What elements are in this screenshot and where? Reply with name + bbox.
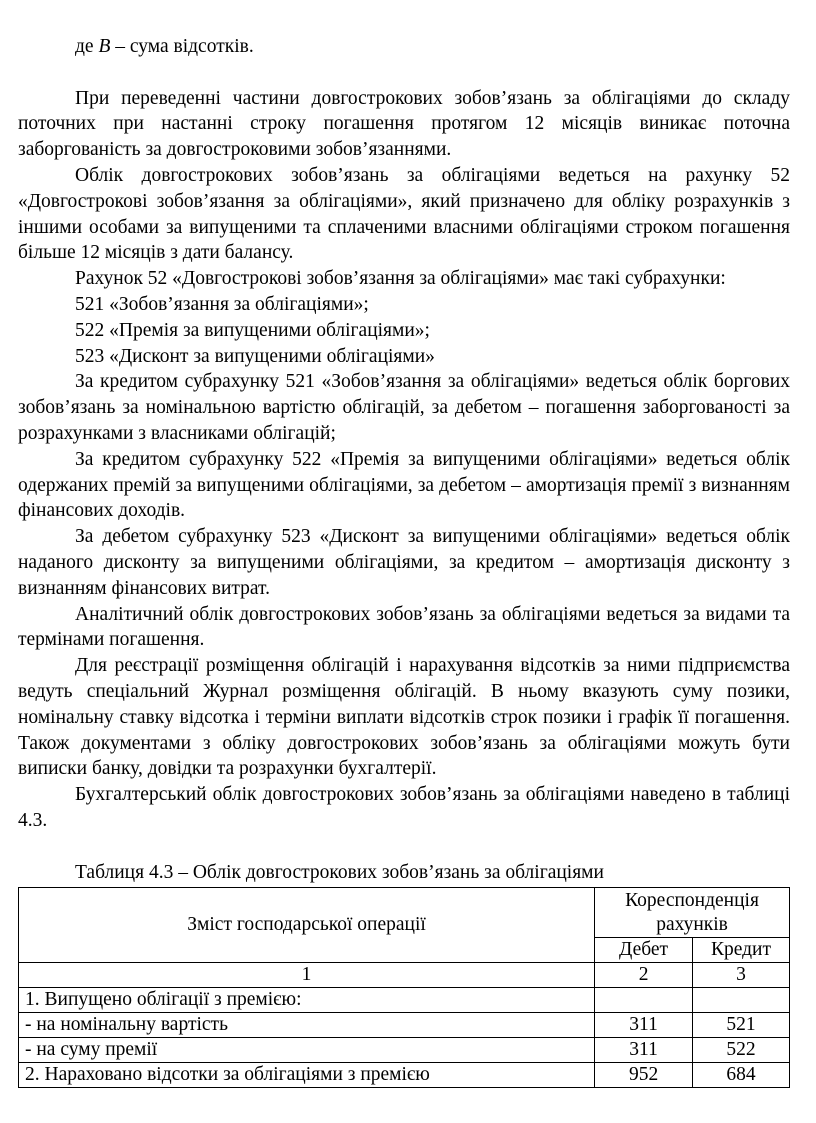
table-row (19, 1063, 790, 1088)
paragraph: Облік довгострокових зобов’язань за облігаціями ведеться на рахунку 52 «Довгострокові зобов’язання за облігаціями», який призначено для обліку розрахунків з іншими особами за випущеними та сплаченими власними облігаціями строком погашення більше 12 місяців з дати балансу. (18, 164, 790, 264)
table-row (19, 1013, 790, 1038)
debit-cell: 952 (595, 1063, 693, 1088)
accounting-table (18, 887, 790, 1088)
paragraph: Бухгалтерський облік довгострокових зобов’язань за облігаціями наведено в таблиці 4.3. (18, 784, 790, 831)
list-item: 522 «Премія за випущеними облігаціями»; (75, 319, 430, 341)
operation-cell: 1. Випущено облігації з премією: (19, 988, 595, 1013)
debit-cell (595, 988, 693, 1013)
credit-cell: 684 (693, 1063, 790, 1088)
text-fragment: де (75, 36, 99, 57)
header-credit: Кредит (693, 938, 790, 963)
paragraph: Рахунок 52 «Довгострокові зобов’язання за облігаціями» має такі субрахунки: (75, 268, 726, 290)
document-page (18, 34, 790, 1088)
list-item: 523 «Дисконт за випущеними облігаціями» (75, 345, 435, 367)
column-number: 2 (595, 963, 693, 988)
paragraph: Для реєстрації розміщення облігацій і нарахування відсотків за ними підприємства ведуть спеціальний Журнал розміщення облігацій. В ньому вказують суму позики, номінальну ставку відсотка і терміни виплати відсотків строк позики і графік її погашення. Також документами з обліку довгострокових зобов’язань за облігаціями можуть бути виписки банку, довідки та розрахунки бухгалтерії. (18, 655, 790, 780)
credit-cell: 522 (693, 1038, 790, 1063)
formula-variable: B (98, 36, 111, 57)
operation-cell: - на суму премії (19, 1038, 595, 1063)
column-number: 1 (19, 963, 595, 988)
debit-cell: 311 (595, 1013, 693, 1038)
column-number: 3 (693, 963, 790, 988)
paragraph-formula-note (18, 34, 790, 60)
header-content: Зміст господарської операції (19, 888, 595, 963)
column-number-row (19, 963, 790, 988)
paragraph: За дебетом субрахунку 523 «Дисконт за випущеними облігаціями» ведеться облік наданого дисконту за випущеними облігаціями, за кредитом – амортизація дисконту з визнанням фінансових витрат. (18, 526, 790, 599)
table-row (19, 1038, 790, 1063)
credit-cell: 521 (693, 1013, 790, 1038)
paragraph: За кредитом субрахунку 521 «Зобов’язання за облігаціями» ведеться облік боргових зобов’язань за номінальною вартістю облігацій, за дебетом – погашення заборгованості за розрахунками з власниками облігацій; (18, 371, 790, 444)
operation-cell: 2. Нараховано відсотки за облігаціями з премією (19, 1063, 595, 1088)
paragraph: При переведенні частини довгострокових зобов’язань за облігаціями до складу поточних при настанні строку погашення протягом 12 місяців виникає поточна заборгованість за довгостроковими зобов’язаннями. (18, 87, 790, 161)
debit-cell: 311 (595, 1038, 693, 1063)
table-caption: Таблиця 4.3 – Облік довгострокових зобов’язань за облігаціями (75, 861, 604, 883)
text-fragment: – сума відсотків. (110, 36, 254, 57)
header-debit: Дебет (595, 938, 693, 963)
paragraph: Аналітичний облік довгострокових зобов’язань за облігаціями ведеться за видами та термінами погашення. (18, 603, 790, 651)
operation-cell: - на номінальну вартість (19, 1013, 595, 1038)
header-correspondence: Кореспонденція рахунків (595, 888, 790, 938)
paragraph: За кредитом субрахунку 522 «Премія за випущеними облігаціями» ведеться облік одержаних премій за випущеними облігаціями, за дебетом – амортизація премії з визнанням фінансових доходів. (18, 448, 790, 522)
credit-cell (693, 988, 790, 1013)
list-item: 521 «Зобов’язання за облігаціями»; (75, 293, 369, 315)
table-row (19, 988, 790, 1013)
